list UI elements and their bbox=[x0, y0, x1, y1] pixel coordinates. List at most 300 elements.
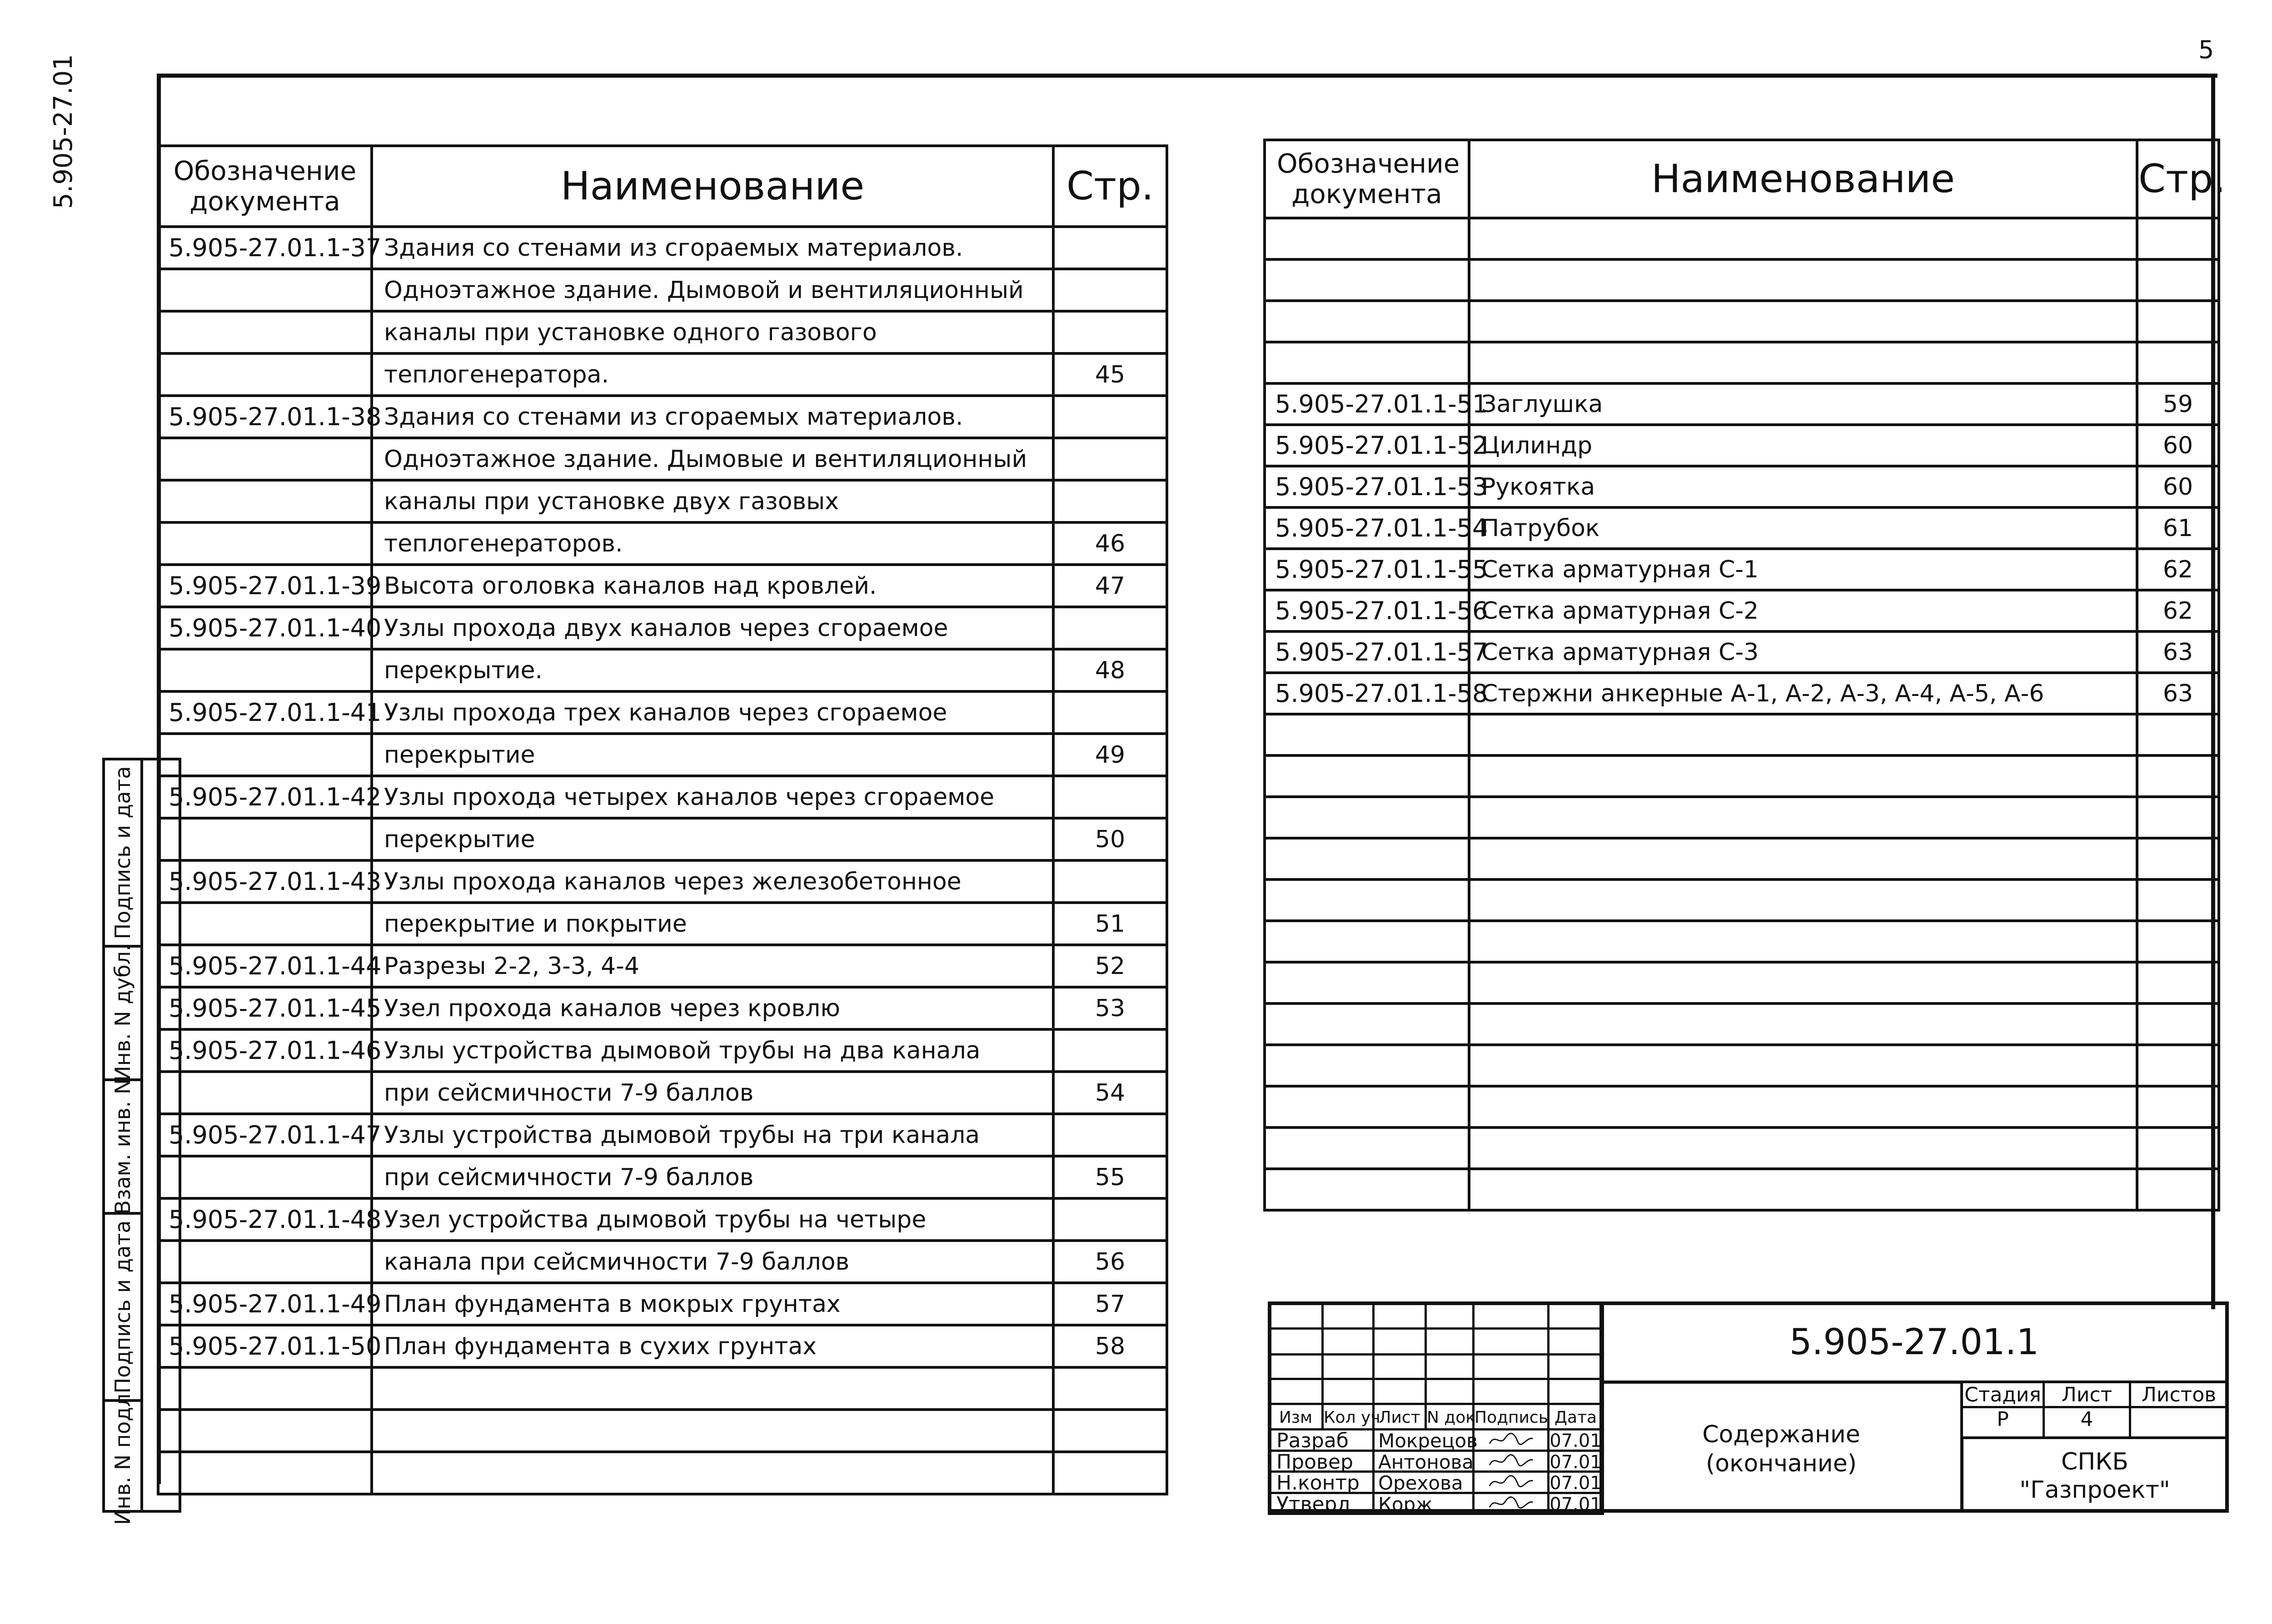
change-cell bbox=[1268, 1327, 1324, 1356]
row-page bbox=[1053, 691, 1167, 734]
change-cell bbox=[1372, 1301, 1427, 1330]
table-row bbox=[1265, 714, 2219, 755]
row-designation bbox=[1265, 714, 1469, 755]
change-cell bbox=[1547, 1353, 1604, 1380]
table-row bbox=[158, 1198, 1167, 1241]
row-designation bbox=[1265, 755, 1469, 797]
document-code-cell bbox=[1599, 1301, 2229, 1383]
row-designation: 5.905-27.01.1-44 bbox=[158, 945, 372, 987]
header-name: Наименование bbox=[1469, 140, 2137, 218]
row-designation: 5.905-27.01.1-57 bbox=[1265, 631, 1469, 673]
side-stamp-label: Инв. N дубл. bbox=[110, 944, 135, 1082]
person-name bbox=[1372, 1450, 1475, 1473]
row-name: Рукоятка bbox=[1469, 466, 2137, 507]
handwritten-signature bbox=[1475, 1473, 1547, 1492]
row-name bbox=[372, 1367, 1053, 1410]
row-designation bbox=[158, 311, 372, 353]
sheet-number: 5 bbox=[2198, 35, 2214, 64]
row-page: 60 bbox=[2137, 425, 2219, 466]
row-page: 63 bbox=[2137, 631, 2219, 673]
table-row bbox=[158, 438, 1167, 480]
table-row bbox=[158, 480, 1167, 522]
row-designation bbox=[1265, 962, 1469, 1003]
row-designation bbox=[158, 818, 372, 860]
row-page bbox=[1053, 776, 1167, 818]
change-cell bbox=[1425, 1378, 1475, 1405]
column-header-text: Подпись bbox=[1475, 1408, 1548, 1427]
row-name bbox=[1469, 962, 2137, 1003]
table-row bbox=[1265, 549, 2219, 590]
row-page: 59 bbox=[2137, 383, 2219, 425]
row-designation bbox=[158, 269, 372, 311]
row-name bbox=[1469, 1127, 2137, 1169]
table-row bbox=[158, 1367, 1167, 1410]
row-page bbox=[2137, 714, 2219, 755]
header-designation: Обозначение документа bbox=[1265, 140, 1469, 218]
row-name: Узел устройства дымовой трубы на четыре bbox=[372, 1198, 1053, 1241]
row-name: Патрубок bbox=[1469, 507, 2137, 549]
row-designation: 5.905-27.01.1-41 bbox=[158, 691, 372, 734]
table-row bbox=[158, 565, 1167, 607]
row-designation: 5.905-27.01.1-55 bbox=[1265, 549, 1469, 590]
row-page: 52 bbox=[1053, 945, 1167, 987]
handwritten-signature bbox=[1475, 1452, 1547, 1471]
row-name: Узлы прохода каналов через железобетонное bbox=[372, 860, 1053, 903]
stage-label: Стадия bbox=[1964, 1383, 2041, 1406]
person-name bbox=[1372, 1492, 1475, 1515]
column-header bbox=[1321, 1403, 1380, 1430]
row-name: Сетка арматурная С-2 bbox=[1469, 590, 2137, 631]
person-date-text: 07.01 bbox=[1550, 1473, 1602, 1494]
side-stamp-label: Взам. инв. N bbox=[110, 1078, 135, 1215]
row-name: перекрытие bbox=[372, 818, 1053, 860]
row-designation bbox=[1265, 879, 1469, 921]
row-name bbox=[1469, 342, 2137, 383]
table-row bbox=[158, 269, 1167, 311]
row-designation bbox=[1265, 301, 1469, 342]
change-cell bbox=[1472, 1353, 1550, 1380]
table-row bbox=[158, 607, 1167, 649]
table-row bbox=[1265, 879, 2219, 921]
change-cell bbox=[1268, 1378, 1324, 1405]
sheet-title-cell bbox=[1599, 1381, 1963, 1513]
row-name: перекрытие. bbox=[372, 649, 1053, 691]
change-cell bbox=[1547, 1301, 1604, 1330]
table-row bbox=[1265, 466, 2219, 507]
row-name: Разрезы 2-2, 3-3, 4-4 bbox=[372, 945, 1053, 987]
row-name bbox=[1469, 301, 2137, 342]
row-name: Одноэтажное здание. Дымовые и вентиляционный bbox=[372, 438, 1053, 480]
row-designation bbox=[1265, 1003, 1469, 1045]
side-stamp-cell bbox=[102, 1387, 143, 1525]
row-name: каналы при установке одного газового bbox=[372, 311, 1053, 353]
table-row bbox=[158, 227, 1167, 269]
person-date bbox=[1547, 1492, 1604, 1515]
table-row bbox=[1265, 1003, 2219, 1045]
table-row bbox=[1265, 673, 2219, 714]
row-name: Узлы прохода двух каналов через сгораемое bbox=[372, 607, 1053, 649]
table-row bbox=[158, 1072, 1167, 1114]
row-name: перекрытие bbox=[372, 734, 1053, 776]
row-name bbox=[1469, 259, 2137, 301]
row-page bbox=[2137, 838, 2219, 879]
row-designation bbox=[158, 1241, 372, 1283]
side-stamp-cell bbox=[102, 1078, 143, 1215]
change-cell bbox=[1321, 1378, 1375, 1405]
row-page bbox=[2137, 921, 2219, 962]
person-role-text: Провер bbox=[1276, 1450, 1353, 1474]
table-row bbox=[1265, 1086, 2219, 1127]
title-block-grid bbox=[1268, 1301, 1602, 1516]
column-header-text: Дата bbox=[1554, 1408, 1597, 1427]
row-page bbox=[2137, 962, 2219, 1003]
row-name bbox=[1469, 797, 2137, 838]
row-designation bbox=[158, 903, 372, 945]
organization-line2: "Газпроект" bbox=[2019, 1476, 2170, 1504]
person-date bbox=[1547, 1450, 1604, 1473]
table-row bbox=[1265, 383, 2219, 425]
row-name: План фундамента в сухих грунтах bbox=[372, 1325, 1053, 1367]
change-cell bbox=[1372, 1378, 1427, 1405]
row-page: 55 bbox=[1053, 1156, 1167, 1198]
row-designation bbox=[1265, 1086, 1469, 1127]
row-designation: 5.905-27.01.1-42 bbox=[158, 776, 372, 818]
row-page bbox=[2137, 797, 2219, 838]
table-row bbox=[158, 903, 1167, 945]
row-page bbox=[1053, 607, 1167, 649]
table-row bbox=[1265, 507, 2219, 549]
row-page: 45 bbox=[1053, 353, 1167, 396]
table-row bbox=[158, 396, 1167, 438]
column-header-text: N док bbox=[1427, 1408, 1476, 1427]
row-page bbox=[2137, 301, 2219, 342]
table-row bbox=[1265, 425, 2219, 466]
change-cell bbox=[1372, 1353, 1427, 1380]
person-role-text: Разраб bbox=[1276, 1429, 1349, 1452]
table-row bbox=[158, 1156, 1167, 1198]
row-designation bbox=[1265, 1169, 1469, 1210]
table-row bbox=[1265, 342, 2219, 383]
row-designation bbox=[158, 353, 372, 396]
row-name: Сетка арматурная С-3 bbox=[1469, 631, 2137, 673]
row-page bbox=[1053, 269, 1167, 311]
person-name-text: Орехова bbox=[1378, 1472, 1463, 1494]
table-row bbox=[1265, 590, 2219, 631]
sheets-value-cell bbox=[2129, 1406, 2229, 1439]
row-name bbox=[1469, 1086, 2137, 1127]
sheets-label: Листов bbox=[2141, 1383, 2217, 1406]
row-name: теплогенераторов. bbox=[372, 522, 1053, 565]
row-page: 49 bbox=[1053, 734, 1167, 776]
column-header bbox=[1425, 1403, 1475, 1430]
row-name bbox=[1469, 1169, 2137, 1210]
row-page bbox=[1053, 1114, 1167, 1156]
table-row bbox=[158, 776, 1167, 818]
row-designation: 5.905-27.01.1-47 bbox=[158, 1114, 372, 1156]
person-date-text: 07.01 bbox=[1550, 1451, 1602, 1473]
change-cell bbox=[1268, 1301, 1324, 1330]
vertical-document-code: 5.905-27.01 bbox=[49, 54, 78, 209]
row-designation: 5.905-27.01.1-58 bbox=[1265, 673, 1469, 714]
row-designation bbox=[158, 1072, 372, 1114]
person-name-text: Мокрецов bbox=[1378, 1430, 1478, 1452]
change-cell bbox=[1472, 1301, 1550, 1330]
table-row bbox=[1265, 631, 2219, 673]
row-page: 54 bbox=[1053, 1072, 1167, 1114]
table-row bbox=[1265, 301, 2219, 342]
column-header bbox=[1268, 1403, 1324, 1430]
row-page bbox=[2137, 1003, 2219, 1045]
handwritten-signature bbox=[1475, 1494, 1547, 1513]
row-page bbox=[2137, 342, 2219, 383]
row-designation: 5.905-27.01.1-54 bbox=[1265, 507, 1469, 549]
row-name: теплогенератора. bbox=[372, 353, 1053, 396]
signature-cell bbox=[1472, 1428, 1550, 1452]
person-date bbox=[1547, 1428, 1604, 1452]
row-name: План фундамента в мокрых грунтах bbox=[372, 1283, 1053, 1325]
row-page: 57 bbox=[1053, 1283, 1167, 1325]
row-page bbox=[2137, 1086, 2219, 1127]
table-row bbox=[158, 818, 1167, 860]
row-designation bbox=[158, 1156, 372, 1198]
table-row bbox=[158, 1029, 1167, 1072]
header-page: Стр. bbox=[2137, 140, 2219, 218]
row-name bbox=[372, 1452, 1053, 1494]
sheets-label-cell bbox=[2129, 1381, 2229, 1408]
table-row bbox=[158, 1325, 1167, 1367]
person-role bbox=[1268, 1428, 1375, 1452]
table-row bbox=[158, 734, 1167, 776]
row-designation: 5.905-27.01.1-53 bbox=[1265, 466, 1469, 507]
row-page: 56 bbox=[1053, 1241, 1167, 1283]
row-page bbox=[2137, 755, 2219, 797]
row-page bbox=[1053, 860, 1167, 903]
row-page: 51 bbox=[1053, 903, 1167, 945]
row-page: 48 bbox=[1053, 649, 1167, 691]
side-stamp-cell bbox=[102, 758, 143, 948]
table-row bbox=[158, 1283, 1167, 1325]
row-name: Узел прохода каналов через кровлю bbox=[372, 987, 1053, 1029]
row-page bbox=[2137, 1127, 2219, 1169]
row-name: при сейсмичности 7-9 баллов bbox=[372, 1072, 1053, 1114]
column-header-text: Изм bbox=[1279, 1408, 1313, 1427]
table-row bbox=[1265, 962, 2219, 1003]
row-designation bbox=[1265, 797, 1469, 838]
row-designation bbox=[1265, 218, 1469, 259]
row-name: Здания со стенами из сгораемых материалов. bbox=[372, 227, 1053, 269]
side-stamp-label: Инв. N подл. bbox=[110, 1387, 135, 1525]
table-row bbox=[1265, 218, 2219, 259]
row-designation bbox=[1265, 259, 1469, 301]
row-page: 46 bbox=[1053, 522, 1167, 565]
row-page: 62 bbox=[2137, 590, 2219, 631]
table-row bbox=[158, 311, 1167, 353]
row-name: Сетка арматурная С-1 bbox=[1469, 549, 2137, 590]
row-designation: 5.905-27.01.1-45 bbox=[158, 987, 372, 1029]
row-name: Узлы устройства дымовой трубы на три канала bbox=[372, 1114, 1053, 1156]
person-role-text: Н.контр bbox=[1276, 1471, 1360, 1495]
row-designation bbox=[1265, 342, 1469, 383]
organization-cell bbox=[1961, 1436, 2229, 1513]
row-page bbox=[1053, 1198, 1167, 1241]
row-designation: 5.905-27.01.1-37 bbox=[158, 227, 372, 269]
row-name: Одноэтажное здание. Дымовой и вентиляционный bbox=[372, 269, 1053, 311]
signature-cell bbox=[1472, 1450, 1550, 1473]
header-name: Наименование bbox=[372, 146, 1053, 227]
row-name: Высота оголовка каналов над кровлей. bbox=[372, 565, 1053, 607]
column-header-text: Лист bbox=[1379, 1408, 1420, 1427]
row-name: Узлы прохода четырех каналов через сгораемое bbox=[372, 776, 1053, 818]
table-row bbox=[158, 1452, 1167, 1494]
row-name bbox=[1469, 714, 2137, 755]
table-row bbox=[1265, 1169, 2219, 1210]
person-date-text: 07.01 bbox=[1550, 1494, 1602, 1515]
table-row bbox=[158, 1410, 1167, 1452]
row-designation bbox=[158, 522, 372, 565]
person-name-text: Антонова bbox=[1378, 1450, 1474, 1473]
person-date-text: 07.01 bbox=[1550, 1430, 1602, 1451]
row-page bbox=[1053, 438, 1167, 480]
row-name: Стержни анкерные А-1, А-2, А-3, А-4, А-5, А-6 bbox=[1469, 673, 2137, 714]
row-designation bbox=[1265, 921, 1469, 962]
person-role bbox=[1268, 1492, 1375, 1515]
row-name: перекрытие и покрытие bbox=[372, 903, 1053, 945]
row-designation: 5.905-27.01.1-46 bbox=[158, 1029, 372, 1072]
sheet-title-line2: (окончание) bbox=[1706, 1450, 1857, 1477]
row-designation: 5.905-27.01.1-39 bbox=[158, 565, 372, 607]
row-name bbox=[1469, 879, 2137, 921]
signature-cell bbox=[1472, 1470, 1550, 1494]
row-page: 61 bbox=[2137, 507, 2219, 549]
row-designation: 5.905-27.01.1-38 bbox=[158, 396, 372, 438]
row-page bbox=[2137, 1045, 2219, 1086]
table-row bbox=[1265, 755, 2219, 797]
change-cell bbox=[1547, 1327, 1604, 1356]
row-name: Узлы устройства дымовой трубы на два канала bbox=[372, 1029, 1053, 1072]
row-name bbox=[1469, 838, 2137, 879]
person-role-text: Утверд bbox=[1276, 1492, 1351, 1516]
document-code: 5.905-27.01.1 bbox=[1789, 1322, 2039, 1363]
row-page: 53 bbox=[1053, 987, 1167, 1029]
sheet-label-cell bbox=[2043, 1381, 2131, 1408]
side-stamp-label: Подпись и дата bbox=[110, 766, 135, 939]
right-contents-table bbox=[1263, 139, 2226, 1212]
row-page: 47 bbox=[1053, 565, 1167, 607]
person-role bbox=[1268, 1450, 1375, 1473]
row-designation bbox=[158, 1410, 372, 1452]
left-contents-table bbox=[157, 144, 1168, 1495]
sheet-title-line1: Содержание bbox=[1702, 1421, 1860, 1448]
change-cell bbox=[1372, 1327, 1427, 1356]
change-cell bbox=[1425, 1353, 1475, 1380]
row-designation: 5.905-27.01.1-50 bbox=[158, 1325, 372, 1367]
row-designation bbox=[158, 1452, 372, 1494]
table-row bbox=[158, 1114, 1167, 1156]
row-page bbox=[1053, 227, 1167, 269]
table-row bbox=[158, 691, 1167, 734]
stage-value-cell bbox=[1961, 1406, 2045, 1439]
person-name bbox=[1372, 1470, 1475, 1494]
row-name: при сейсмичности 7-9 баллов bbox=[372, 1156, 1053, 1198]
side-stamp-cell bbox=[102, 945, 143, 1081]
column-header bbox=[1372, 1403, 1427, 1430]
row-designation: 5.905-27.01.1-52 bbox=[1265, 425, 1469, 466]
person-name-text: Корж bbox=[1378, 1493, 1433, 1515]
row-designation: 5.905-27.01.1-51 bbox=[1265, 383, 1469, 425]
row-designation bbox=[158, 1367, 372, 1410]
stage-value: Р bbox=[1997, 1408, 2009, 1431]
change-cell bbox=[1472, 1327, 1550, 1356]
row-name bbox=[1469, 1045, 2137, 1086]
row-designation bbox=[1265, 1127, 1469, 1169]
table-row bbox=[1265, 838, 2219, 879]
row-page bbox=[1053, 1410, 1167, 1452]
row-name bbox=[372, 1410, 1053, 1452]
table-row bbox=[1265, 1127, 2219, 1169]
side-stamp-strip bbox=[140, 758, 181, 1513]
row-name: Узлы прохода трех каналов через сгораемое bbox=[372, 691, 1053, 734]
row-designation bbox=[158, 649, 372, 691]
table-row bbox=[1265, 1045, 2219, 1086]
row-name: Цилиндр bbox=[1469, 425, 2137, 466]
table-row bbox=[158, 945, 1167, 987]
change-cell bbox=[1547, 1378, 1604, 1405]
change-cell bbox=[1425, 1327, 1475, 1356]
table-row bbox=[158, 987, 1167, 1029]
row-name: Заглушка bbox=[1469, 383, 2137, 425]
column-header-text: Кол уч bbox=[1324, 1408, 1380, 1427]
signature-cell bbox=[1472, 1492, 1550, 1515]
row-designation: 5.905-27.01.1-56 bbox=[1265, 590, 1469, 631]
row-name bbox=[1469, 755, 2137, 797]
row-name: каналы при установке двух газовых bbox=[372, 480, 1053, 522]
change-cell bbox=[1321, 1353, 1375, 1380]
sheet-value: 4 bbox=[2080, 1408, 2093, 1431]
row-page bbox=[1053, 1029, 1167, 1072]
row-name: Здания со стенами из сгораемых материалов. bbox=[372, 396, 1053, 438]
row-page: 58 bbox=[1053, 1325, 1167, 1367]
sheet-label: Лист bbox=[2061, 1383, 2113, 1406]
row-page bbox=[2137, 218, 2219, 259]
row-name: канала при сейсмичности 7-9 баллов bbox=[372, 1241, 1053, 1283]
person-name bbox=[1372, 1428, 1478, 1452]
table-row bbox=[158, 649, 1167, 691]
header-designation: Обозначение документа bbox=[158, 146, 372, 227]
change-cell bbox=[1321, 1327, 1375, 1356]
row-page: 63 bbox=[2137, 673, 2219, 714]
row-designation: 5.905-27.01.1-40 bbox=[158, 607, 372, 649]
stage-label-cell bbox=[1961, 1381, 2045, 1408]
row-name bbox=[1469, 1003, 2137, 1045]
sheet-value-cell bbox=[2043, 1406, 2131, 1439]
person-role bbox=[1268, 1470, 1375, 1494]
table-row bbox=[1265, 259, 2219, 301]
row-page bbox=[1053, 480, 1167, 522]
row-page bbox=[2137, 879, 2219, 921]
organization-line1: СПКБ bbox=[2061, 1448, 2128, 1475]
row-designation: 5.905-27.01.1-43 bbox=[158, 860, 372, 903]
change-cell bbox=[1472, 1378, 1550, 1405]
change-cell bbox=[1268, 1353, 1324, 1380]
row-page bbox=[2137, 259, 2219, 301]
row-page bbox=[2137, 1169, 2219, 1210]
row-designation bbox=[158, 734, 372, 776]
row-page: 62 bbox=[2137, 549, 2219, 590]
row-page bbox=[1053, 396, 1167, 438]
handwritten-signature bbox=[1475, 1430, 1547, 1450]
column-header bbox=[1547, 1403, 1604, 1430]
row-page: 50 bbox=[1053, 818, 1167, 860]
